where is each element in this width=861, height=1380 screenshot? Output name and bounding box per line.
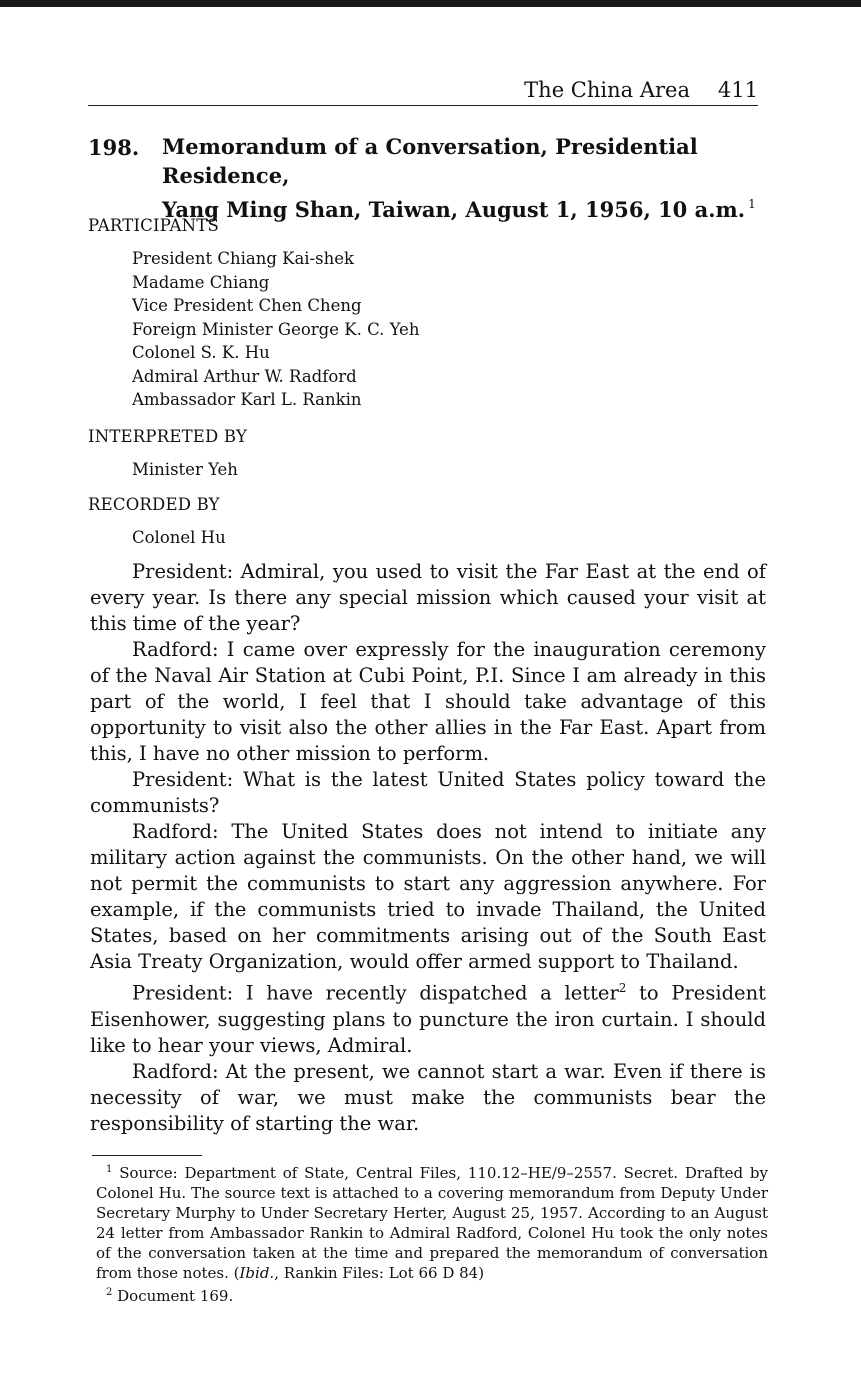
participant: Ambassador Karl L. Rankin <box>132 390 362 409</box>
paragraph: Radford: I came over expressly for the inauguration ceremony of the Naval Air Station at Cubi Point, P.I. Since I am already in this part of the world, I feel that I should take advantage of this opportunity to visit also the other allies in the Far East. Apart from this, I have no other mission to perform. <box>90 638 766 765</box>
participant: Colonel S. K. Hu <box>132 343 270 362</box>
footnote-ref-1: 1 <box>748 197 756 211</box>
title-line-1: Memorandum of a Conversation, Presidential Residence, <box>162 134 698 188</box>
header-rule <box>88 105 758 106</box>
running-header <box>88 76 758 106</box>
footnotes <box>96 1160 768 1306</box>
interpreter-name: Minister Yeh <box>132 460 238 479</box>
participant: Madame Chiang <box>132 272 270 292</box>
footnote-2: $^2$ Document 169. <box>106 1287 234 1305</box>
page-top-border <box>0 0 861 7</box>
conversation-body <box>90 559 766 1137</box>
footnote-1: $^1$ Source: Department of State, Central Files, 110.12–HE/9–2557. Secret. Drafted by Colonel Hu. The source text is attached to a covering memorandum from Deputy Under Secretary Murphy to Under Secretary Herter, August 25, 1957. According to an August 24 letter from Ambassador Rankin to Admiral Radford, Colonel Hu took the only notes of the conversation taken at the time and prepared the memorandum of conversation from those notes. (Ibid., Rankin Files: Lot 66 D 84) <box>96 1164 768 1282</box>
recorded-by-label: RECORDED BY <box>88 495 220 514</box>
paragraph: Radford: At the present, we cannot start a war. Even if there is necessity of war, we must make the communists bear the responsibility of starting the war. <box>90 1059 766 1135</box>
document-number: 198. <box>88 135 140 160</box>
participants-label: PARTICIPANTS <box>88 216 219 235</box>
footnote-ref-2: 2 <box>618 981 627 995</box>
participant: Vice President Chen Cheng <box>132 296 362 315</box>
participant: President Chiang Kai-shek <box>132 249 355 268</box>
page-number: 411 <box>717 78 758 102</box>
participant: Admiral Arthur W. Radford <box>132 366 357 386</box>
paragraph: President: What is the latest United States policy toward the communists? <box>90 768 766 817</box>
paragraph: Radford: The United States does not intend to initiate any military action against the communists. On the other hand, we will not permit the communists to start any aggression anywhere. For example, if the communists tried to invade Thailand, the United States, based on her commitments arising out of the South East Asia Treaty Organization, would offer armed support to Thailand. <box>90 820 766 973</box>
recorder-name: Colonel Hu <box>132 528 226 547</box>
document-title <box>162 132 762 224</box>
paragraph: President: Admiral, you used to visit the Far East at the end of every year. Is there any special mission which caused your visit at this time of the year? <box>90 560 766 635</box>
participants-list <box>132 247 419 412</box>
paragraph: President: I have recently dispatched a letter$^2$ to President Eisenhower, suggesting plans to puncture the iron curtain. I should like to hear your views, Admiral. <box>90 981 766 1057</box>
interpreted-by-label: INTERPRETED BY <box>88 427 248 446</box>
title-line-2: Yang Ming Shan, Taiwan, August 1, 1956, 10 a.m. $^1$ <box>162 197 756 222</box>
participant: Foreign Minister George K. C. Yeh <box>132 319 420 339</box>
section-title: The China Area <box>524 78 690 102</box>
footnote-rule <box>92 1155 202 1156</box>
